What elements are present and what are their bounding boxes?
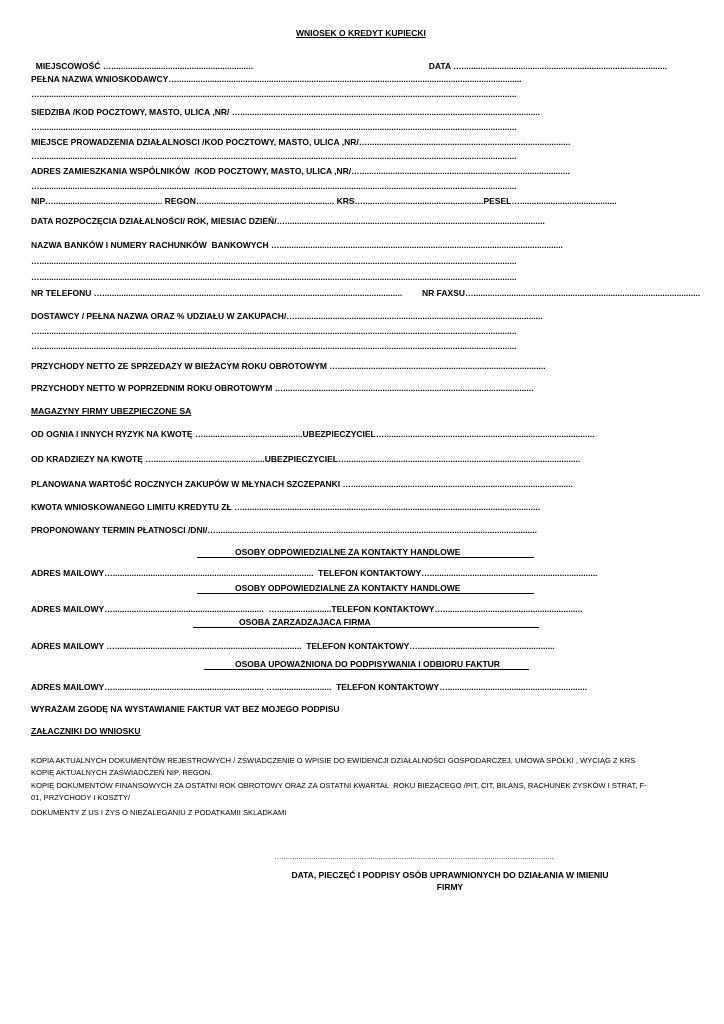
credit-limit-field[interactable]: KWOTA WNIOSKOWANEGO LIMITU KREDYTU ZŁ ….............................................................................................................................. [31,502,541,512]
place-field[interactable] [31,51,253,71]
fax-field[interactable]: NR FAXSU…................................................................................................ [422,288,701,298]
contact-line-1[interactable]: ADRES MAILOWY…..................................................................................... TELEFON KONTAKTOWY…....................................................................... [31,568,598,578]
full-name-continuation[interactable]: ….......................................................................................................................................................................................................... [31,89,517,99]
attachment-item-4: DOKUMENTY Z US I ZYS O NIEZALEGANIU Z PODATKAMII SKLADKAMI [31,808,287,817]
attachment-item-3-cont: 01, PRZYCHODY I KOSZTY/ [31,793,131,802]
date-field[interactable] [424,51,667,71]
seat-continuation[interactable]: ….......................................................................................................................................................................................................... [31,122,517,132]
contact-line-4[interactable]: ADRES MAILOWY…................................................................ …........................ TELEFON KONTAKTOWY…........................................................... [31,682,588,692]
banks-continuation-2[interactable]: ….......................................................................................................................................................................................................... [31,272,517,282]
warehouses-heading: MAGAZYNY FIRMY UBEZPIECZONE SA [31,406,192,416]
full-name-field[interactable]: PEŁNA NAZWA WNIOSKODAWCY….................................................................................................................................................. [31,74,522,84]
suppliers-continuation-1[interactable]: ….......................................................................................................................................................................................................... [31,326,517,336]
revenue-current-field[interactable]: PRZYCHODY NETTO ZE SPRZEDAZY W BIEŻACYM ROKU OBROTOWYM …........................................................................................ [31,361,546,371]
start-date-field[interactable]: DATA ROZPOCZĘCIA DZIAŁALNOŚCI/ ROK, MIESIAC DZIEŃ/….............................................................................................................. [31,216,545,226]
business-place-continuation[interactable]: ….......................................................................................................................................................................................................... [31,151,517,161]
vat-consent: WYRAŻAM ZGODĘ NA WYSTAWIANIE FAKTUR VAT BEZ MOJEGO PODPISU [31,704,340,714]
place-label: MIEJSCOWOŚĆ [35,61,101,71]
date-label: DATA [428,61,451,71]
place-dots: …............................................................ [102,61,254,71]
revenue-previous-field[interactable]: PRZYCHODY NETTO W POPRZEDNIM ROKU OBROTOWYM ….......................................................................................................... [31,383,534,393]
theft-insurance-field[interactable]: OD KRADZIEZY NA KWOTĘ …...............................................UBEZPIECZYCIEL…................................................................................................... [31,454,581,464]
trade-contacts-heading-1: OSOBY ODPOWIEDZIALNE ZA KONTAKTY HANDLOWE [235,547,461,557]
attachments-heading: ZAŁACZNIKI DO WNIOSKU [31,726,141,736]
heading-underline [193,627,539,628]
heading-underline [204,669,529,670]
heading-underline [197,557,534,558]
trade-contacts-heading-2: OSOBY ODPOWIEDZIALNE ZA KONTAKTY HANDLOWE [235,583,461,593]
manager-heading: OSOBA ZARZADZAJACA FIRMA [239,617,371,627]
payment-term-field[interactable]: PROPONOWANY TERMIN PŁATNOSCI /DNI/…........................................................................................................................................ [31,525,537,535]
suppliers-field[interactable]: DOSTAWCY / PEŁNA NAZWA ORAZ % UDZIAŁU W ZAKUPACH/…......................................................................................................... [31,311,543,321]
phone-field[interactable]: NR TELEFONU …............................................................................................................................... [31,288,403,298]
nip-regon-krs-pesel-field[interactable]: NIP….............................................. REGON…....................................................... KRS…...................................................PESEL…......................................... [31,196,617,206]
seat-field[interactable]: SIEDZIBA /KOD POCZTOWY, MASTO, ULICA ,NR/ …............................................................................................................................... [31,107,541,117]
attachment-item-3: KOPIĘ DOKUMENTÓW FINANSOWYCH ZA OSTATNI ROK OBROTOWY ORAZ ZA OSTATNI KWARTAŁ ROKU BIEŻĄCEGO /PIT, CIT, BILANS, RACHUNEK ZYSKÓW I STRAT, F- [31,781,647,790]
attachment-item-1: KOPIA AKTUALNYCH DOKUMENTÓW REJESTROWYCH / ZŚWIADCZENIE O WPISIE DO EWIDENCJI DZIAŁALNOŚCI GOSPODARCZEJ, UMOWA SPÓŁKI , WYCIĄG Z KRS [31,756,636,765]
heading-underline [197,593,534,594]
banks-continuation-1[interactable]: ….......................................................................................................................................................................................................... [31,256,517,266]
suppliers-continuation-2[interactable]: ….......................................................................................................................................................................................................... [31,341,517,351]
signature-caption-line-1: DATA, PIECZĘĆ I PODPISY OSÓB UPRAWNIONYCH DO DZIAŁANIA W IMIENIU [291,870,609,880]
contact-line-2[interactable]: ADRES MAILOWY…................................................................ ….......................TELEFON KONTAKTOWY…........................................................... [31,604,583,614]
signature-caption-line-2: FIRMY [436,882,464,892]
partners-address-continuation[interactable]: ….......................................................................................................................................................................................................... [31,181,517,191]
invoices-heading: OSOBA UPOWAŻNIONA DO PODPISYWANIA I ODBIORU FAKTUR [235,659,500,669]
attachment-item-2: KOPIĘ AKTUALNYCH ZAŚWIADCZEŃ NIP, REGON. [31,768,213,777]
planned-purchases-field[interactable]: PLANOWANA WARTOŚĆ ROCZNYCH ZAKUPÓW W MŁYNACH SZCZEPANKI ….............................................................................................. [31,479,573,489]
partners-address-field[interactable]: ADRES ZAMIESZKANIA WSPÓLNIKÓW /KOD POCZTOWY, MASTO, ULICA ,NR/…......................................................................................... [31,166,570,176]
contact-line-3[interactable]: ADRES MAILOWY …............................................................................... TELEFON KONTAKTOWY….......................................................... [31,641,555,651]
date-dots: …....................................................................................... [453,61,668,71]
form-title: WNIOSEK O KREDYT KUPIECKI [296,28,426,38]
fire-insurance-field[interactable]: OD OGNIA I INNYCH RYZYK NA KWOTĘ …..........................................UBEZPIECZYCIEL…......................................................................................... [31,429,595,439]
banks-field[interactable]: NAZWA BANKÓW I NUMERY RACHUNKÓW BANKOWYCH …........................................................................................................................ [31,240,563,250]
business-place-field[interactable]: MIEJSCE PROWADZENIA DZIAŁALNOSCI /KOD POCZTOWY, MASTO, ULICA ,NR/…...................................................................................... [31,137,571,147]
signature-caption [250,870,650,892]
signature-line[interactable]: …................................................................................................................................. [274,852,554,861]
